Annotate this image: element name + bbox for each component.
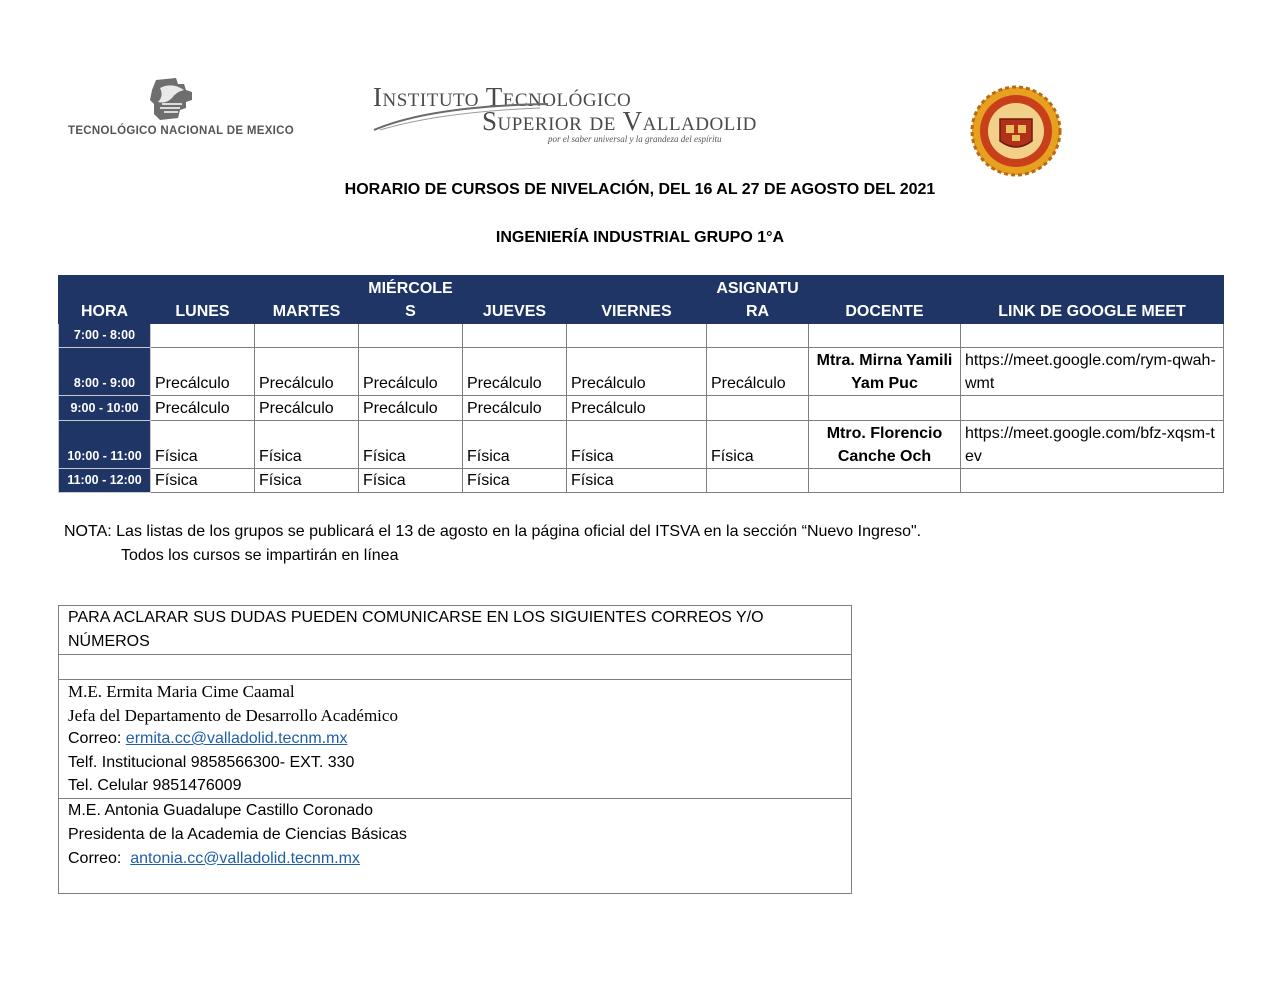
table-cell: Precálculo: [255, 396, 359, 421]
table-row: [59, 348, 1224, 396]
table-cell: [961, 469, 1224, 493]
table-cell: Precálculo: [151, 396, 255, 421]
table-cell: Física: [463, 421, 567, 469]
person1-role: Jefa del Departamento de Desarrollo Académico: [68, 705, 398, 725]
contact-person-1: [59, 680, 852, 799]
table-cell: Precálculo: [707, 348, 809, 396]
group-title: INGENIERÍA INDUSTRIAL GRUPO 1°A: [495, 229, 785, 246]
itsva-seal-icon: [966, 85, 1066, 177]
header-docente: DOCENTE: [809, 276, 961, 324]
teacher-cell: Mtro. Florencio Canche Och: [809, 421, 961, 469]
table-cell: Física: [567, 421, 707, 469]
email-label: Correo:: [68, 730, 126, 747]
table-cell: Física: [359, 469, 463, 493]
table-row: [59, 421, 1224, 469]
note-line2: Todos los cursos se impartirán en línea: [121, 547, 399, 564]
table-cell: [463, 324, 567, 348]
table-cell: Física: [255, 469, 359, 493]
table-cell: [707, 396, 809, 421]
table-cell: Física: [151, 421, 255, 469]
table-cell: Precálculo: [567, 348, 707, 396]
table-cell: Física: [567, 469, 707, 493]
table-row: [59, 396, 1224, 421]
table-cell: [151, 324, 255, 348]
table-cell: Física: [255, 421, 359, 469]
person2-email-link[interactable]: antonia.cc@valladolid.tecnm.mx: [130, 849, 360, 867]
person1-name: M.E. Ermita Maria Cime Caamal: [68, 682, 295, 701]
header-asignatura: ASIGNATURA: [707, 276, 809, 324]
hora-cell: 7:00 - 8:00: [59, 324, 151, 348]
itsva-motto: por el saber universal y la grandeza del espíritu: [548, 134, 722, 144]
person1-email-line: [68, 727, 842, 751]
page-title: HORARIO DE CURSOS DE NIVELACIÓN, DEL 16 AL 27 DE AGOSTO DEL 2021: [344, 181, 936, 198]
hora-cell: 11:00 - 12:00: [59, 469, 151, 493]
table-cell: Precálculo: [567, 396, 707, 421]
table-cell: Precálculo: [255, 348, 359, 396]
itsva-title-line1: Instituto Tecnológico: [373, 82, 632, 112]
header-hora: HORA: [59, 276, 151, 324]
note-line1: NOTA: Las listas de los grupos se publicará el 13 de agosto en la página oficial del ITSVA en la sección “Nuevo Ingreso".: [64, 523, 922, 540]
table-row: [59, 324, 1224, 348]
tecnm-text: TECNOLÓGICO NACIONAL DE MEXICO: [68, 125, 295, 137]
contact-box: [58, 605, 852, 894]
header-link: LINK DE GOOGLE MEET: [961, 276, 1224, 324]
email-label: Correo:: [68, 849, 131, 867]
meet-link-cell[interactable]: https://meet.google.com/rym-qwah-wmt: [961, 348, 1224, 396]
table-header-row: [59, 276, 1224, 324]
table-cell: Precálculo: [151, 348, 255, 396]
tecnm-logo: [68, 74, 295, 144]
table-cell: [961, 396, 1224, 421]
table-cell: Física: [463, 469, 567, 493]
header-lunes: LUNES: [151, 276, 255, 324]
itsva-title-line2: Superior de Valladolid: [482, 106, 757, 136]
hora-cell: 9:00 - 10:00: [59, 396, 151, 421]
table-cell: Física: [359, 421, 463, 469]
itsva-logo: [370, 82, 755, 148]
table-cell: [707, 324, 809, 348]
table-cell: Precálculo: [463, 396, 567, 421]
teacher-cell: Mtra. Mirna Yamili Yam Puc: [809, 348, 961, 396]
contact-heading: PARA ACLARAR SUS DUDAS PUEDEN COMUNICARSE EN LOS SIGUIENTES CORREOS Y/O NÚMEROS: [59, 606, 852, 655]
header-martes: MARTES: [255, 276, 359, 324]
table-cell: [809, 324, 961, 348]
table-row: [59, 469, 1224, 493]
hora-cell: 8:00 - 9:00: [59, 348, 151, 396]
schedule-table: [58, 275, 1224, 493]
table-cell: Precálculo: [359, 348, 463, 396]
table-cell: [255, 324, 359, 348]
header-miercoles: MIÉRCOLES: [359, 276, 463, 324]
table-cell: [809, 396, 961, 421]
header-jueves: JUEVES: [463, 276, 567, 324]
person2-name: M.E. Antonia Guadalupe Castillo Coronado: [68, 801, 374, 819]
header-viernes: VIERNES: [567, 276, 707, 324]
table-cell: Física: [151, 469, 255, 493]
person1-email-link[interactable]: ermita.cc@valladolid.tecnm.mx: [125, 730, 348, 747]
table-cell: [707, 469, 809, 493]
person2-email-line: [68, 847, 842, 871]
table-cell: Física: [707, 421, 809, 469]
hora-cell: 10:00 - 11:00: [59, 421, 151, 469]
meet-link-cell[interactable]: https://meet.google.com/bfz-xqsm-tev: [961, 421, 1224, 469]
contact-person-2: [59, 798, 852, 893]
table-cell: [359, 324, 463, 348]
table-cell: Precálculo: [359, 396, 463, 421]
table-cell: [567, 324, 707, 348]
empty-row: [59, 655, 852, 680]
table-cell: [961, 324, 1224, 348]
table-cell: Precálculo: [463, 348, 567, 396]
gear-eagle-icon: [146, 74, 198, 124]
person2-role: Presidenta de la Academia de Ciencias Básicas: [68, 825, 407, 843]
table-cell: [809, 469, 961, 493]
person1-mobile: Tel. Celular 9851476009: [68, 777, 242, 794]
person1-phone: Telf. Institucional 9858566300- EXT. 330: [68, 753, 355, 771]
